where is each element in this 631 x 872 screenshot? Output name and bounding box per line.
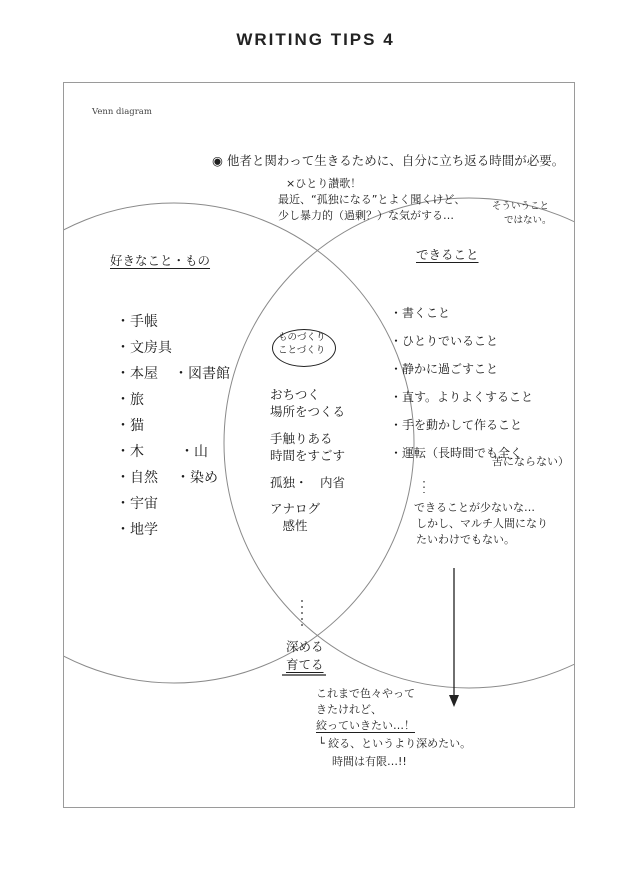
likes-item xyxy=(116,517,230,543)
abilities-item: ・運転（長時間でも全く xyxy=(390,446,523,460)
likes-item-text: ・木 xyxy=(116,444,144,460)
bottom-note2: きたけれど、 xyxy=(316,703,382,716)
right-note3: たいわけでもない。 xyxy=(416,533,515,546)
abilities-item: ・ひとりでいること xyxy=(390,334,499,348)
likes-item xyxy=(116,387,230,413)
likes-item xyxy=(116,309,230,335)
right-note1: できることが少ないな… xyxy=(414,501,535,514)
likes-item-extra: ・図書館 xyxy=(174,366,230,382)
bottom-note1: これまで色々やって xyxy=(316,687,415,700)
right-note2: しかし、マルチ人間になり xyxy=(416,517,548,530)
top-note-aside2: ではない。 xyxy=(504,215,552,226)
likes-item-text: ・手帳 xyxy=(116,314,158,330)
likes-item xyxy=(116,335,230,361)
overlap-item: 手触りある 時間をすごす xyxy=(270,430,346,463)
bottom-note4: └ 絞る、というより深めたい。 xyxy=(318,737,472,750)
down-arrow-head xyxy=(449,695,459,707)
abilities-item: ・直す。よりよくすること xyxy=(390,390,534,404)
top-note-line4: 少し暴力的（過剰？）な気がする… xyxy=(278,209,454,222)
abilities-item: ・書くこと xyxy=(390,306,451,320)
overlap-item: アナログ 感性 xyxy=(270,501,321,534)
likes-item xyxy=(116,465,230,491)
right-heading: できること xyxy=(416,247,479,262)
abilities-item-cont: 苦にならない） xyxy=(492,455,569,468)
likes-item-text: ・自然 xyxy=(116,470,158,486)
bubble-line2: ことづくり xyxy=(278,345,326,357)
venn-diagram-sheet xyxy=(63,82,575,808)
likes-item-text: ・猫 xyxy=(116,418,144,434)
abilities-list xyxy=(390,299,533,467)
likes-item xyxy=(116,413,230,439)
likes-item-text: ・旅 xyxy=(116,392,144,408)
deepen-label: 深める xyxy=(286,639,324,654)
overlap-item: おちつく 場所をつくる xyxy=(270,387,346,419)
likes-item-text: ・文房具 xyxy=(116,340,172,356)
likes-item xyxy=(116,439,230,465)
bottom-note5: 時間は有限…!! xyxy=(332,755,407,768)
overlap-list xyxy=(270,387,345,545)
top-note-aside1: そういうこと xyxy=(492,201,550,212)
left-heading: 好きなこと・もの xyxy=(110,253,211,268)
overlap-item: 孤独・ 内省 xyxy=(270,474,346,490)
likes-item-text: ・宇宙 xyxy=(116,496,158,512)
likes-item-text: ・本屋 xyxy=(116,366,158,382)
bubble-line1: ものづくり xyxy=(278,332,326,343)
likes-item-text: ・地学 xyxy=(116,522,158,538)
abilities-item: ・静かに過ごすこと xyxy=(390,362,499,376)
top-note-line1: ◉ 他者と関わって生きるために、自分に立ち返る時間が必要。 xyxy=(212,153,565,168)
likes-item-extra: ・山 xyxy=(180,444,208,460)
likes-item-extra: ・染め xyxy=(176,470,218,486)
likes-item xyxy=(116,491,230,517)
likes-item xyxy=(116,361,230,387)
overlap-bubble-text xyxy=(278,331,326,358)
abilities-item: ・手を動かして作ること xyxy=(390,418,523,432)
bottom-note3: 絞っていきたい…！ xyxy=(316,719,415,732)
likes-list xyxy=(116,309,230,543)
top-note-line3: 最近、“孤独になる”とよく聞くけど、 xyxy=(278,193,466,206)
nurture-label: 育てる xyxy=(286,657,324,672)
top-note-line2: ×ひとり讃歌！ xyxy=(286,177,362,190)
page-title: WRITING TIPS 4 xyxy=(236,30,395,49)
sheet-label: Venn diagram xyxy=(92,107,152,117)
